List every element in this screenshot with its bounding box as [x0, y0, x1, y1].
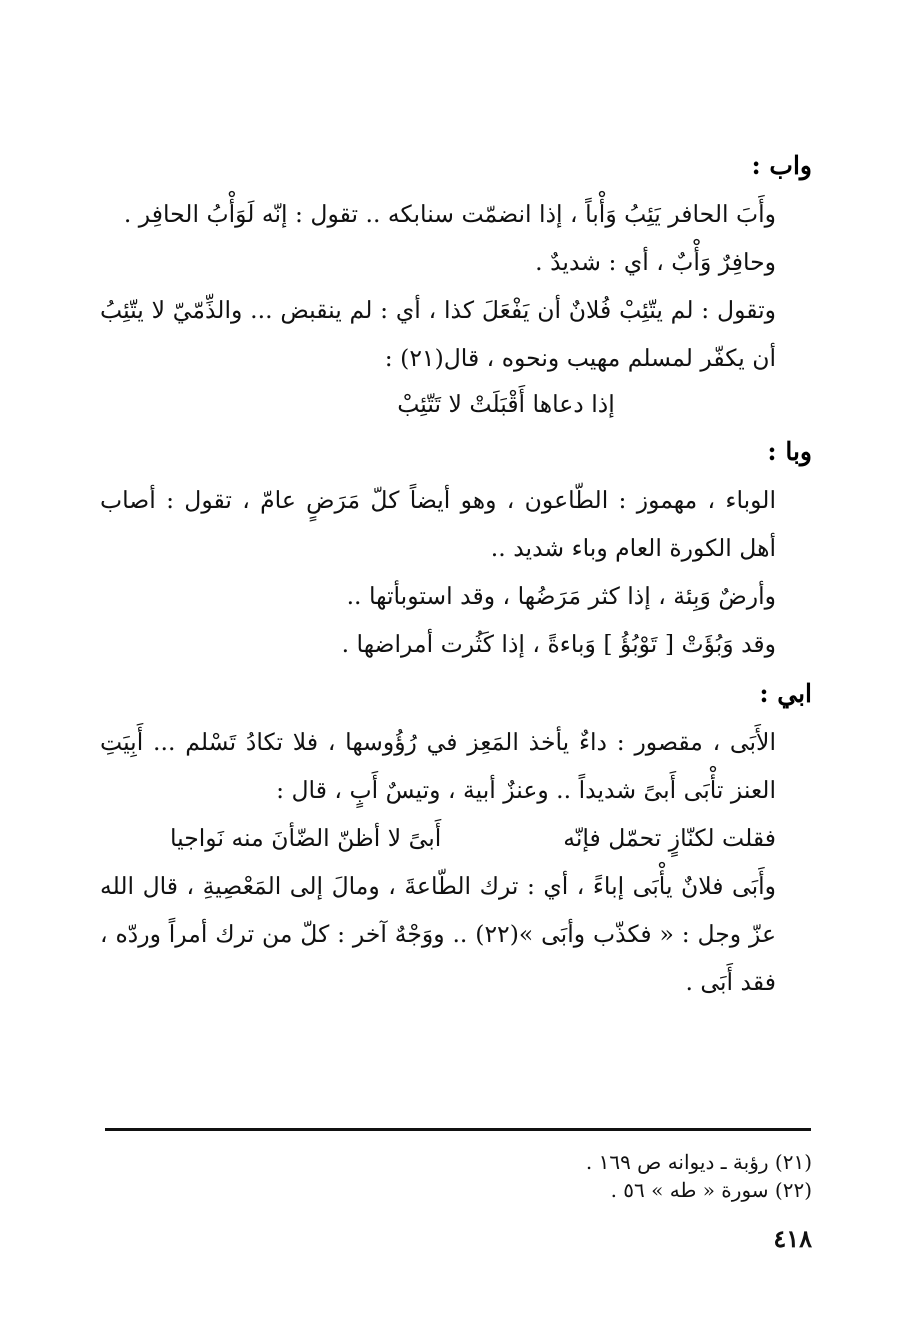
paragraph: وأرضٌ وَبِئة ، إذا كثر مَرَضُها ، وقد استوبأتها ..: [346, 582, 776, 610]
verse-hemistich-second: أَبىً لا أظنّ الضّأنَ منه نَواجيا: [170, 824, 442, 852]
paragraph: الأَبَى ، مقصور : داءٌ يأخذ المَعِز في رُؤُوسها ، فلا تكادُ تَسْلم ... أَبِيَتِ العنز تأْبَى أَبىً شديداً .. وعنزٌ أبية ، وتيسٌ أَبٍ ، قال :: [100, 728, 776, 804]
footnotes: [100, 1148, 812, 1204]
paragraph: وتقول : لم يتّئِبْ فُلانٌ أن يَفْعَلَ كذا ، أي : لم ينقبض ... والذِّمّيّ لا يتّئِبُ أن يكفّر لمسلم مهيب ونحوه ، قال(٢١) :: [100, 296, 776, 372]
paragraph: وأَبَ الحافر يَئِبُ وَأْباً ، إذا انضمّت سنابكه .. تقول : إنّه لَوَأْبُ الحافِر .: [123, 200, 776, 228]
entry-heading-wab: واب :: [751, 151, 812, 180]
footnote: (٢١) رؤبة ـ ديوانه ص ١٦٩ .: [585, 1150, 812, 1174]
paragraph: وأَبَى فلانٌ يأْبَى إباءً ، أي : ترك الطّاعةَ ، ومالَ إلى المَعْصِيةِ ، قال الله عزّ وجل : « فكذّب وأبَى »(٢٢) .. ووَجْهٌ آخر : كلّ من ترك أمراً وردّه ، فقد أَبَى .: [100, 872, 776, 996]
footnote-divider: [105, 1128, 811, 1131]
entry-heading-abi: ابي :: [759, 679, 812, 708]
verse-line: إذا دعاها أَقْبَلَتْ لا تَتّئِبْ: [397, 390, 615, 418]
paragraph: وقد وَبُؤَتْ [ تَوْبُؤُ ] وَباءةً ، إذا كَثُرت أمراضها .: [341, 630, 776, 658]
paragraph: وحافِرٌ وَأْبٌ ، أي : شديدٌ .: [535, 248, 776, 276]
paragraph: الوباء ، مهموز : الطّاعون ، وهو أيضاً كلّ مَرَضٍ عامّ ، تقول : أصاب أهل الكورة العام وباء شديد ..: [100, 486, 776, 562]
footnote: (٢٢) سورة « طه » ٥٦ .: [610, 1178, 812, 1202]
verse-hemistich-first: فقلت لكنّازٍ تحمّل فإنّه: [563, 824, 776, 852]
verse-pair: [100, 814, 812, 862]
page-number: ٤١٨: [773, 1224, 812, 1253]
entry-heading-waba: وبا :: [767, 437, 812, 466]
page-body: [100, 140, 812, 1260]
